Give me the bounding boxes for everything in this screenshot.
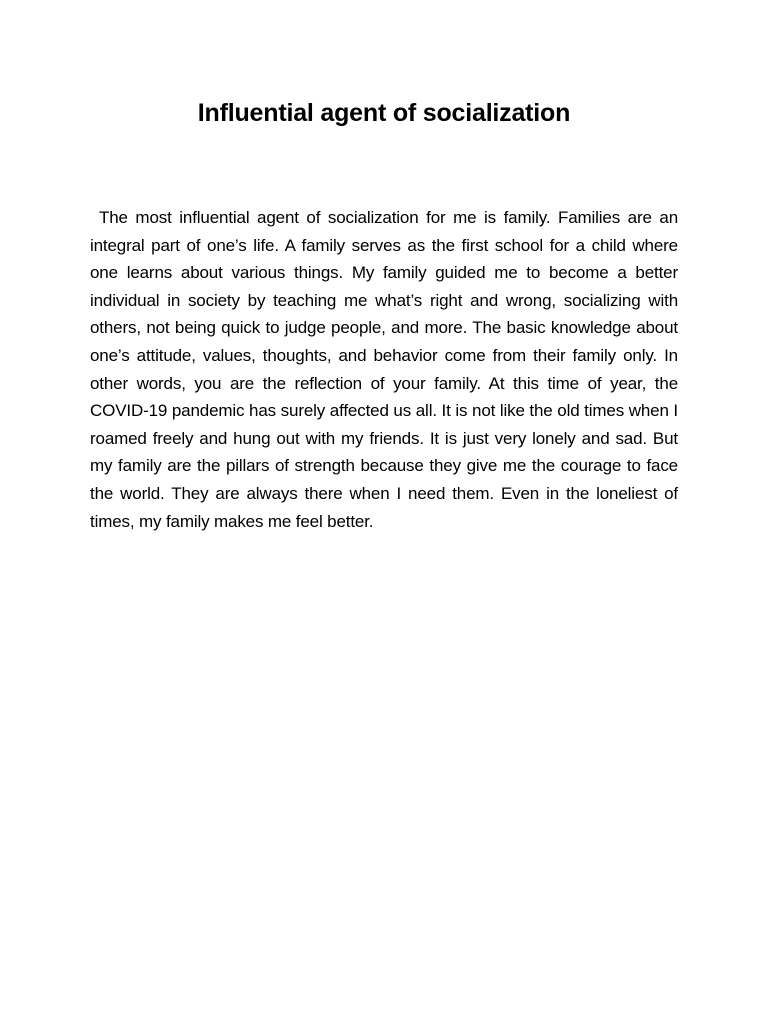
document-title: Influential agent of socialization — [197, 99, 571, 127]
body-paragraph: The most influential agent of socialization for me is family. Families are an integral part of one’s life. A family serves as the first school for a child where one learns about various things. My family guided me to become a better individual in society by teaching me what’s right and wrong, socializing with others, not being quick to judge people, and more. The basic knowledge about one’s attitude, values, thoughts, and behavior come from their family only. In other words, you are the reflection of your family. At this time of year, the COVID-19 pandemic has surely affected us all. It is not like the old times when I roamed freely and hung out with my friends. It is just very lonely and sad. But my family are the pillars of strength because they give me the courage to face the world. They are always there when I need them. Even in the loneliest of times, my family makes me feel better. — [90, 208, 678, 531]
